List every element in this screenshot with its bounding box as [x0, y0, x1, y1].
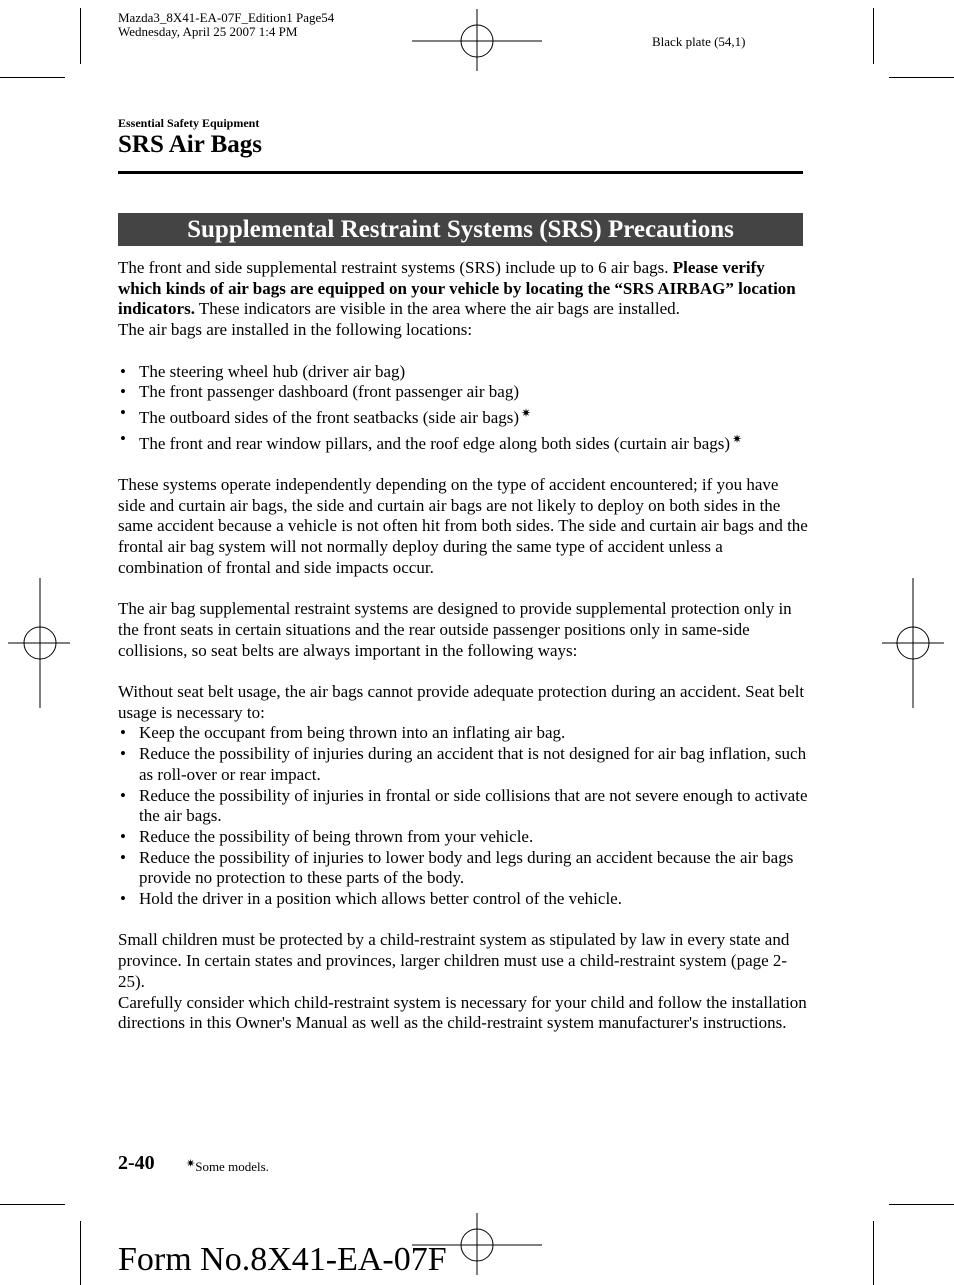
registration-mark-top-icon	[412, 9, 542, 71]
belt-reasons-list	[118, 723, 808, 909]
intro-paragraph: The front and side supplemental restraint systems (SRS) include up to 6 air bags. Please verify which kinds of air bags are equipped on your vehicle by locating the “SRS AIRBAG” location indicators. These indicators are visible in the area where the air bags are installed.	[118, 258, 796, 319]
without-belt-paragraph: Without seat belt usage, the air bags cannot provide adequate protection during an accident. Seat belt usage is necessary to:	[118, 682, 805, 722]
precautions-banner: Supplemental Restraint Systems (SRS) Precautions	[118, 213, 803, 246]
section-label: Essential Safety Equipment	[118, 116, 260, 130]
chapter-title: SRS Air Bags	[118, 131, 263, 158]
registration-mark-right-icon	[882, 578, 944, 708]
list-item: • Keep the occupant from being thrown into an inflating air bag.	[120, 723, 566, 743]
black-plate-label: Black plate (54,1)	[652, 34, 746, 49]
list-item: • Reduce the possibility of being thrown from your vehicle.	[120, 826, 534, 846]
list-item: • Hold the driver in a position which allows better control of the vehicle.	[120, 889, 622, 909]
print-date-line: Wednesday, April 25 2007 1:4 PM	[118, 24, 298, 39]
list-item: • The steering wheel hub (driver air bag)	[120, 361, 406, 381]
print-file-line: Mazda3_8X41-EA-07F_Edition1 Page54	[118, 10, 335, 25]
children-install-paragraph: Carefully consider which child-restraint system is necessary for your child and follow the installation directions in this Owner's Manual as well as the child-restraint system manufacturer's instructions.	[118, 992, 807, 1033]
registration-mark-left-icon	[8, 578, 70, 708]
list-item: • Reduce the possibility of injuries during an accident that is not designed for air bag inflation, such as roll-over or rear impact.	[120, 744, 807, 784]
list-item: • Reduce the possibility of injuries in frontal or side collisions that are not severe enough to activate the air bags.	[120, 785, 808, 826]
some-models-asterisk-icon: ✷	[521, 405, 532, 420]
page-number: 2-40	[118, 1152, 155, 1174]
list-item: • The front passenger dashboard (front passenger air bag)	[120, 382, 519, 402]
chapter-rule	[118, 171, 803, 174]
list-item: • The front and rear window pillars, and the roof edge along both sides (curtain air bags) ✷	[120, 428, 743, 453]
asterisk-icon: ✷	[186, 1158, 196, 1170]
independent-paragraph: These systems operate independently depending on the type of accident encountered; if you have side and curtain air bags, the side and curtain air bags are not likely to deploy on both sides in the same accident because a vehicle is not often hit from both sides. The side and curtain air bags and the frontal air bag system will not normally deploy during the same type of accident unless a combination of frontal and side impacts occur.	[118, 475, 808, 577]
children-paragraph: Small children must be protected by a child-restraint system as stipulated by law in every state and province. In certain states and provinces, larger children must use a child-restraint system (page 2-25).	[118, 930, 790, 991]
airbag-location-list	[118, 362, 808, 455]
intro-locations-lead: The air bags are installed in the following locations:	[118, 320, 473, 340]
list-item: • Reduce the possibility of injuries to lower body and legs during an accident because the air bags provide no protection to these parts of the body.	[120, 847, 794, 888]
designed-paragraph: The air bag supplemental restraint systems are designed to provide supplemental protection only in the front seats in certain situations and the rear outside passenger positions only in same-side collisions, so seat belts are always important in the following ways:	[118, 599, 792, 660]
body-content	[118, 258, 808, 1034]
list-item: • The outboard sides of the front seatbacks (side air bags) ✷	[120, 402, 532, 427]
some-models-asterisk-icon: ✷	[732, 431, 743, 446]
footnote: ✷Some models.	[186, 1158, 269, 1174]
form-number: Form No.8X41-EA-07F	[118, 1241, 447, 1278]
